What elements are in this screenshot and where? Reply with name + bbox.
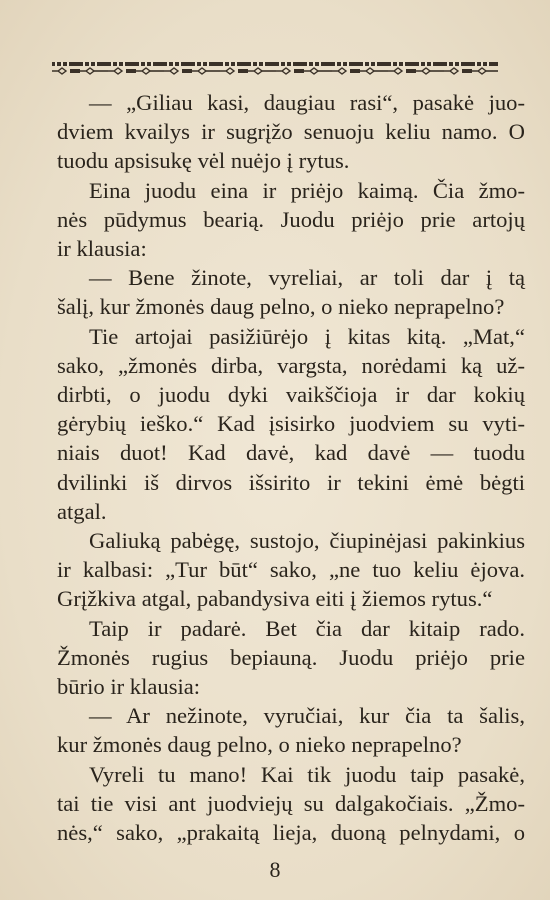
- text-line: dirbti, o juodu dyki vaikščioja ir dar kokių: [57, 382, 525, 408]
- page-body-text: [57, 88, 525, 847]
- text-line: tuodu apsisukę vėl nuėjo į rytus.: [57, 148, 350, 174]
- text-line: ir kalbasi: „Tur būt“ sako, „ne tuo keliu ėjova.: [57, 557, 525, 583]
- text-line: kur žmonės daug pelno, o nieko neprapelno?: [57, 732, 462, 758]
- text-line: Tie artojai pasižiūrėjo į kitas kitą. „Mat,“: [89, 323, 525, 349]
- text-line: būrio ir klausia:: [57, 674, 201, 700]
- text-line: dviem kvailys ir sugrįžo senuoju keliu namo. O: [57, 119, 525, 145]
- text-line: Žmonės rugius bepiauną. Juodu priėjo prie: [57, 644, 525, 670]
- text-line: Taip ir padarė. Bet čia dar kitaip rado.: [89, 615, 525, 641]
- text-line: — Ar nežinote, vyručiai, kur čia ta šalis,: [89, 703, 525, 729]
- text-line: Grįžkiva atgal, pabandysiva eiti į žiemos rytus.“: [57, 586, 493, 612]
- text-line: sako, „žmonės dirba, vargsta, norėdami ką už-: [57, 352, 525, 378]
- text-line: nės pūdymus bearią. Juodu priėjo prie artojų: [57, 206, 525, 232]
- text-line: Galiuką pabėgę, sustojo, čiupinėjasi pakinkius: [89, 528, 525, 554]
- text-line: dvilinki iš dirvos išsirito ir tekini ėmė bėgti: [57, 469, 525, 495]
- text-line: Eina juodu eina ir priėjo kaimą. Čia žmo-: [89, 177, 525, 203]
- text-line: tai tie visi ant juodviejų su dalgakočiais. „Žmo-: [57, 790, 525, 816]
- text-line: atgal.: [57, 498, 107, 524]
- page-number: 8: [269, 857, 281, 882]
- decorative-header-border: [52, 60, 498, 80]
- text-line: šalį, kur žmonės daug pelno, o nieko neprapelno?: [57, 294, 505, 320]
- text-line: gėrybių ieško.“ Kad įsisirko juodviem su vyti-: [57, 411, 525, 437]
- text-line: ir klausia:: [57, 236, 147, 262]
- text-line: niais duot! Kad davė, kad davė — tuodu: [57, 440, 525, 466]
- text-line: nės,“ sako, „prakaitą lieja, duoną pelnydami, o: [57, 820, 525, 846]
- text-line: — „Giliau kasi, daugiau rasi“, pasakė juo-: [89, 90, 525, 115]
- text-line: Vyreli tu mano! Kai tik juodu taip pasakė,: [89, 761, 525, 787]
- text-line: — Bene žinote, vyreliai, ar toli dar į tą: [89, 265, 525, 291]
